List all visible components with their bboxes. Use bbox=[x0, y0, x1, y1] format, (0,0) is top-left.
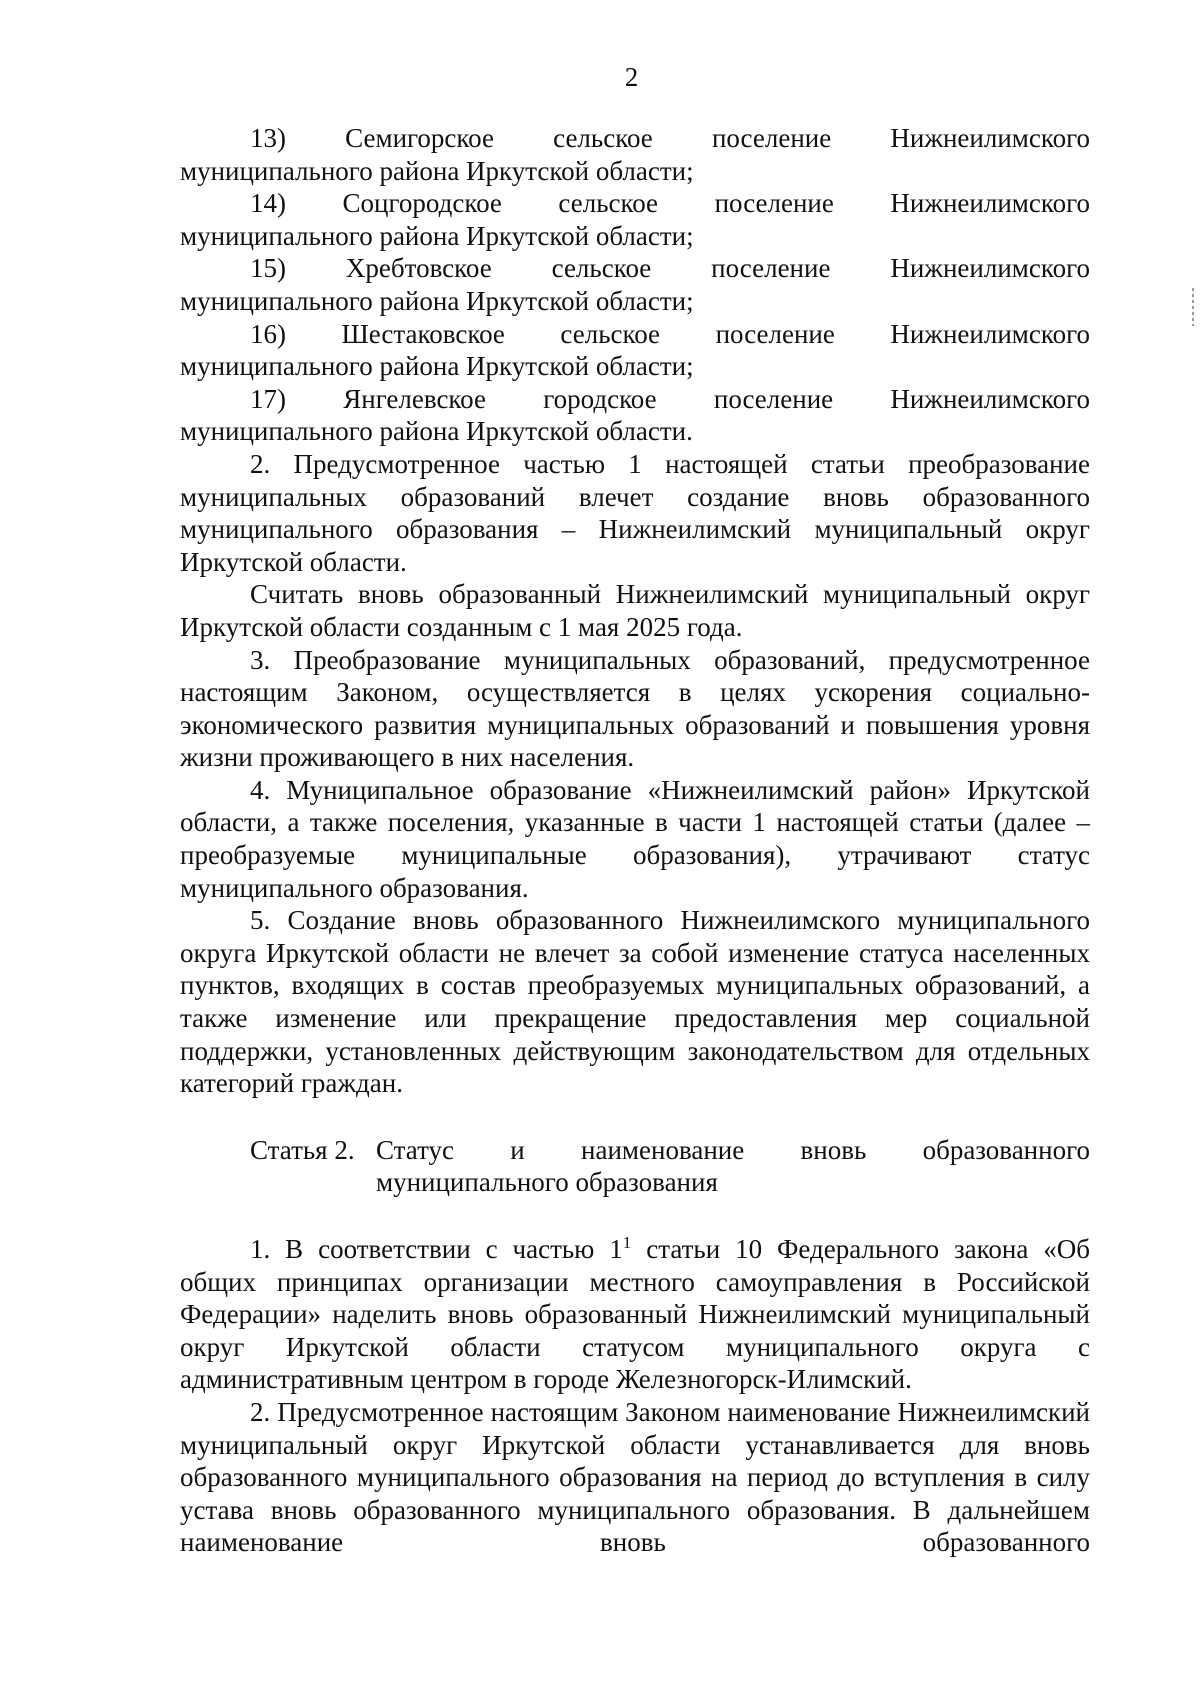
paragraph: 4. Муниципальное образование «Нижнеилимский район» Иркутской области, а также поселения, указанные в части 1 настоящей статьи (далее – преобразуемые муниципальные образования), утрачивают статус муниципального образования. bbox=[180, 774, 1090, 903]
list-item-line2: муниципального района Иркутской области; bbox=[180, 351, 694, 382]
article-title-line1: Статус и наименование вновь образованного bbox=[376, 1134, 1090, 1165]
article-heading bbox=[180, 1134, 1090, 1199]
list-item-line1: 13) Семигорское сельское поселение Нижнеилимского bbox=[250, 123, 1090, 153]
list-item-line1: 15) Хребтовское сельское поселение Нижнеилимского bbox=[250, 253, 1090, 284]
list-item-line1: 16) Шестаковское сельское поселение Нижнеилимского bbox=[250, 318, 1090, 349]
paragraph: 5. Создание вновь образованного Нижнеилимского муниципального округа Иркутской области не влечет за собой изменение статуса населенных пунктов, входящих в состав преобразуемых муниципальных образований, а также изменение или прекращение предоставления мер социальной поддержки, установленных действующим законодательством для отдельных категорий граждан. bbox=[180, 905, 1090, 1099]
list-item-line2: муниципального района Иркутской области; bbox=[180, 155, 694, 186]
scan-edge-mark bbox=[1192, 288, 1194, 326]
article-title bbox=[376, 1134, 1090, 1199]
list-item-line1: 14) Соцгородское сельское поселение Нижнеилимского bbox=[250, 188, 1090, 219]
page-number: 2 bbox=[624, 62, 639, 92]
article-label: Статья 2. bbox=[250, 1134, 355, 1165]
list-item-line2: муниципального района Иркутской области; bbox=[180, 285, 694, 316]
superscript: 1 bbox=[622, 1233, 632, 1252]
paragraph-text: 1. В соответствии с частью 1 bbox=[250, 1234, 623, 1264]
paragraph: 2. Предусмотренное настоящим Законом наименование Нижнеилимский муниципальный округ Иркутской области устанавливается для вновь образованного муниципального образования на период до вступления в силу устава вновь образованного муниципального образования. В дальнейшем наименование вновь образованного bbox=[180, 1396, 1090, 1558]
list-item-line2: муниципального района Иркутской области. bbox=[180, 416, 693, 447]
article-title-line2: муниципального образования bbox=[376, 1167, 718, 1198]
document-body bbox=[180, 122, 1090, 1559]
paragraph bbox=[180, 1233, 1090, 1396]
paragraph-text: статьи 10 Федерального закона «Об общих принципах организации местного самоуправления в Российской Федерации» наделить вновь образованный Нижнеилимский муниципальный округ Иркутской области статусом муниципального округа с административным центром в городе Железногорск-Илимский. bbox=[180, 1234, 1090, 1395]
article-indent bbox=[180, 1134, 250, 1199]
paragraph: Считать вновь образованный Нижнеилимский муниципальный округ Иркутской области созданным с 1 мая 2025 года. bbox=[180, 579, 1090, 642]
paragraph: 2. Предусмотренное частью 1 настоящей статьи преобразование муниципальных образований влечет создание вновь образованного муниципального образования – Нижнеилимский муниципальный округ Иркутской области. bbox=[180, 448, 1090, 577]
list-item-line1: 17) Янгелевское городское поселение Нижнеилимского bbox=[250, 383, 1090, 414]
settlement-list bbox=[180, 122, 1090, 448]
list-item-line2: муниципального района Иркутской области; bbox=[180, 220, 694, 251]
paragraph: 3. Преобразование муниципальных образований, предусмотренное настоящим Законом, осуществляется в целях ускорения социально-экономического развития муниципальных образований и повышения уровня жизни проживающего в них населения. bbox=[180, 644, 1090, 773]
